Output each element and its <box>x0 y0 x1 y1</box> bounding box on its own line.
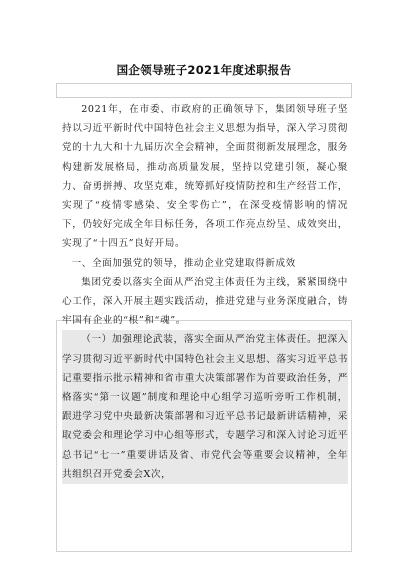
header-frame <box>56 83 352 98</box>
document-body <box>62 100 348 484</box>
document-title: 国企领导班子2021年度述职报告 <box>116 63 292 77</box>
paragraph-party-committee: 集团党委以落实全面从严治党主体责任为主线，紧紧围绕中心工作，深入开展主题实践活动，推进党建与业务深度融合，铸牢国有企业的“根”和“魂”。 <box>62 276 348 327</box>
section-heading-1: 一、全面加强党的领导，推动企业党建取得新成效 <box>71 257 296 269</box>
paragraph-theory-study: （一）加强理论武装，落实全面从严治党主体责任。把深入学习贯彻习近平新时代中国特色社会主义思想、落实习近平总书记重要指示批示精神和省市重大决策部署作为首要政治任务，严格落实“第一议题”制度和理论中心组学习巡听旁听工作机制，跟进学习党中央最新决策部署和习近平总书记最新讲话精神，采取党委会和理论学习中心组等形式，专题学习和深入讨论习近平总书记“七一”重要讲话及省、市党代会等重要会议精神，全年共组织召开党委会X次， <box>62 330 348 484</box>
paragraph-intro: 2021年，在市委、市政府的正确领导下，集团领导班子坚持以习近平新时代中国特色社会主义思想为指导，深入学习贯彻党的十九大和十九届历次全会精神，全面贯彻新发展理念，服务构建新发展格局，推动高质量发展，坚持以党建引领，凝心聚力、奋勇拼搏、攻坚克难，统筹抓好疫情防控和生产经营工作，实现了“疫情零感染、安全零伤亡”，在深受疫情影响的情况下，仍较好完成全年目标任务，各项工作亮点纷呈、成效突出，实现了“十四五”良好开局。 <box>62 104 348 250</box>
